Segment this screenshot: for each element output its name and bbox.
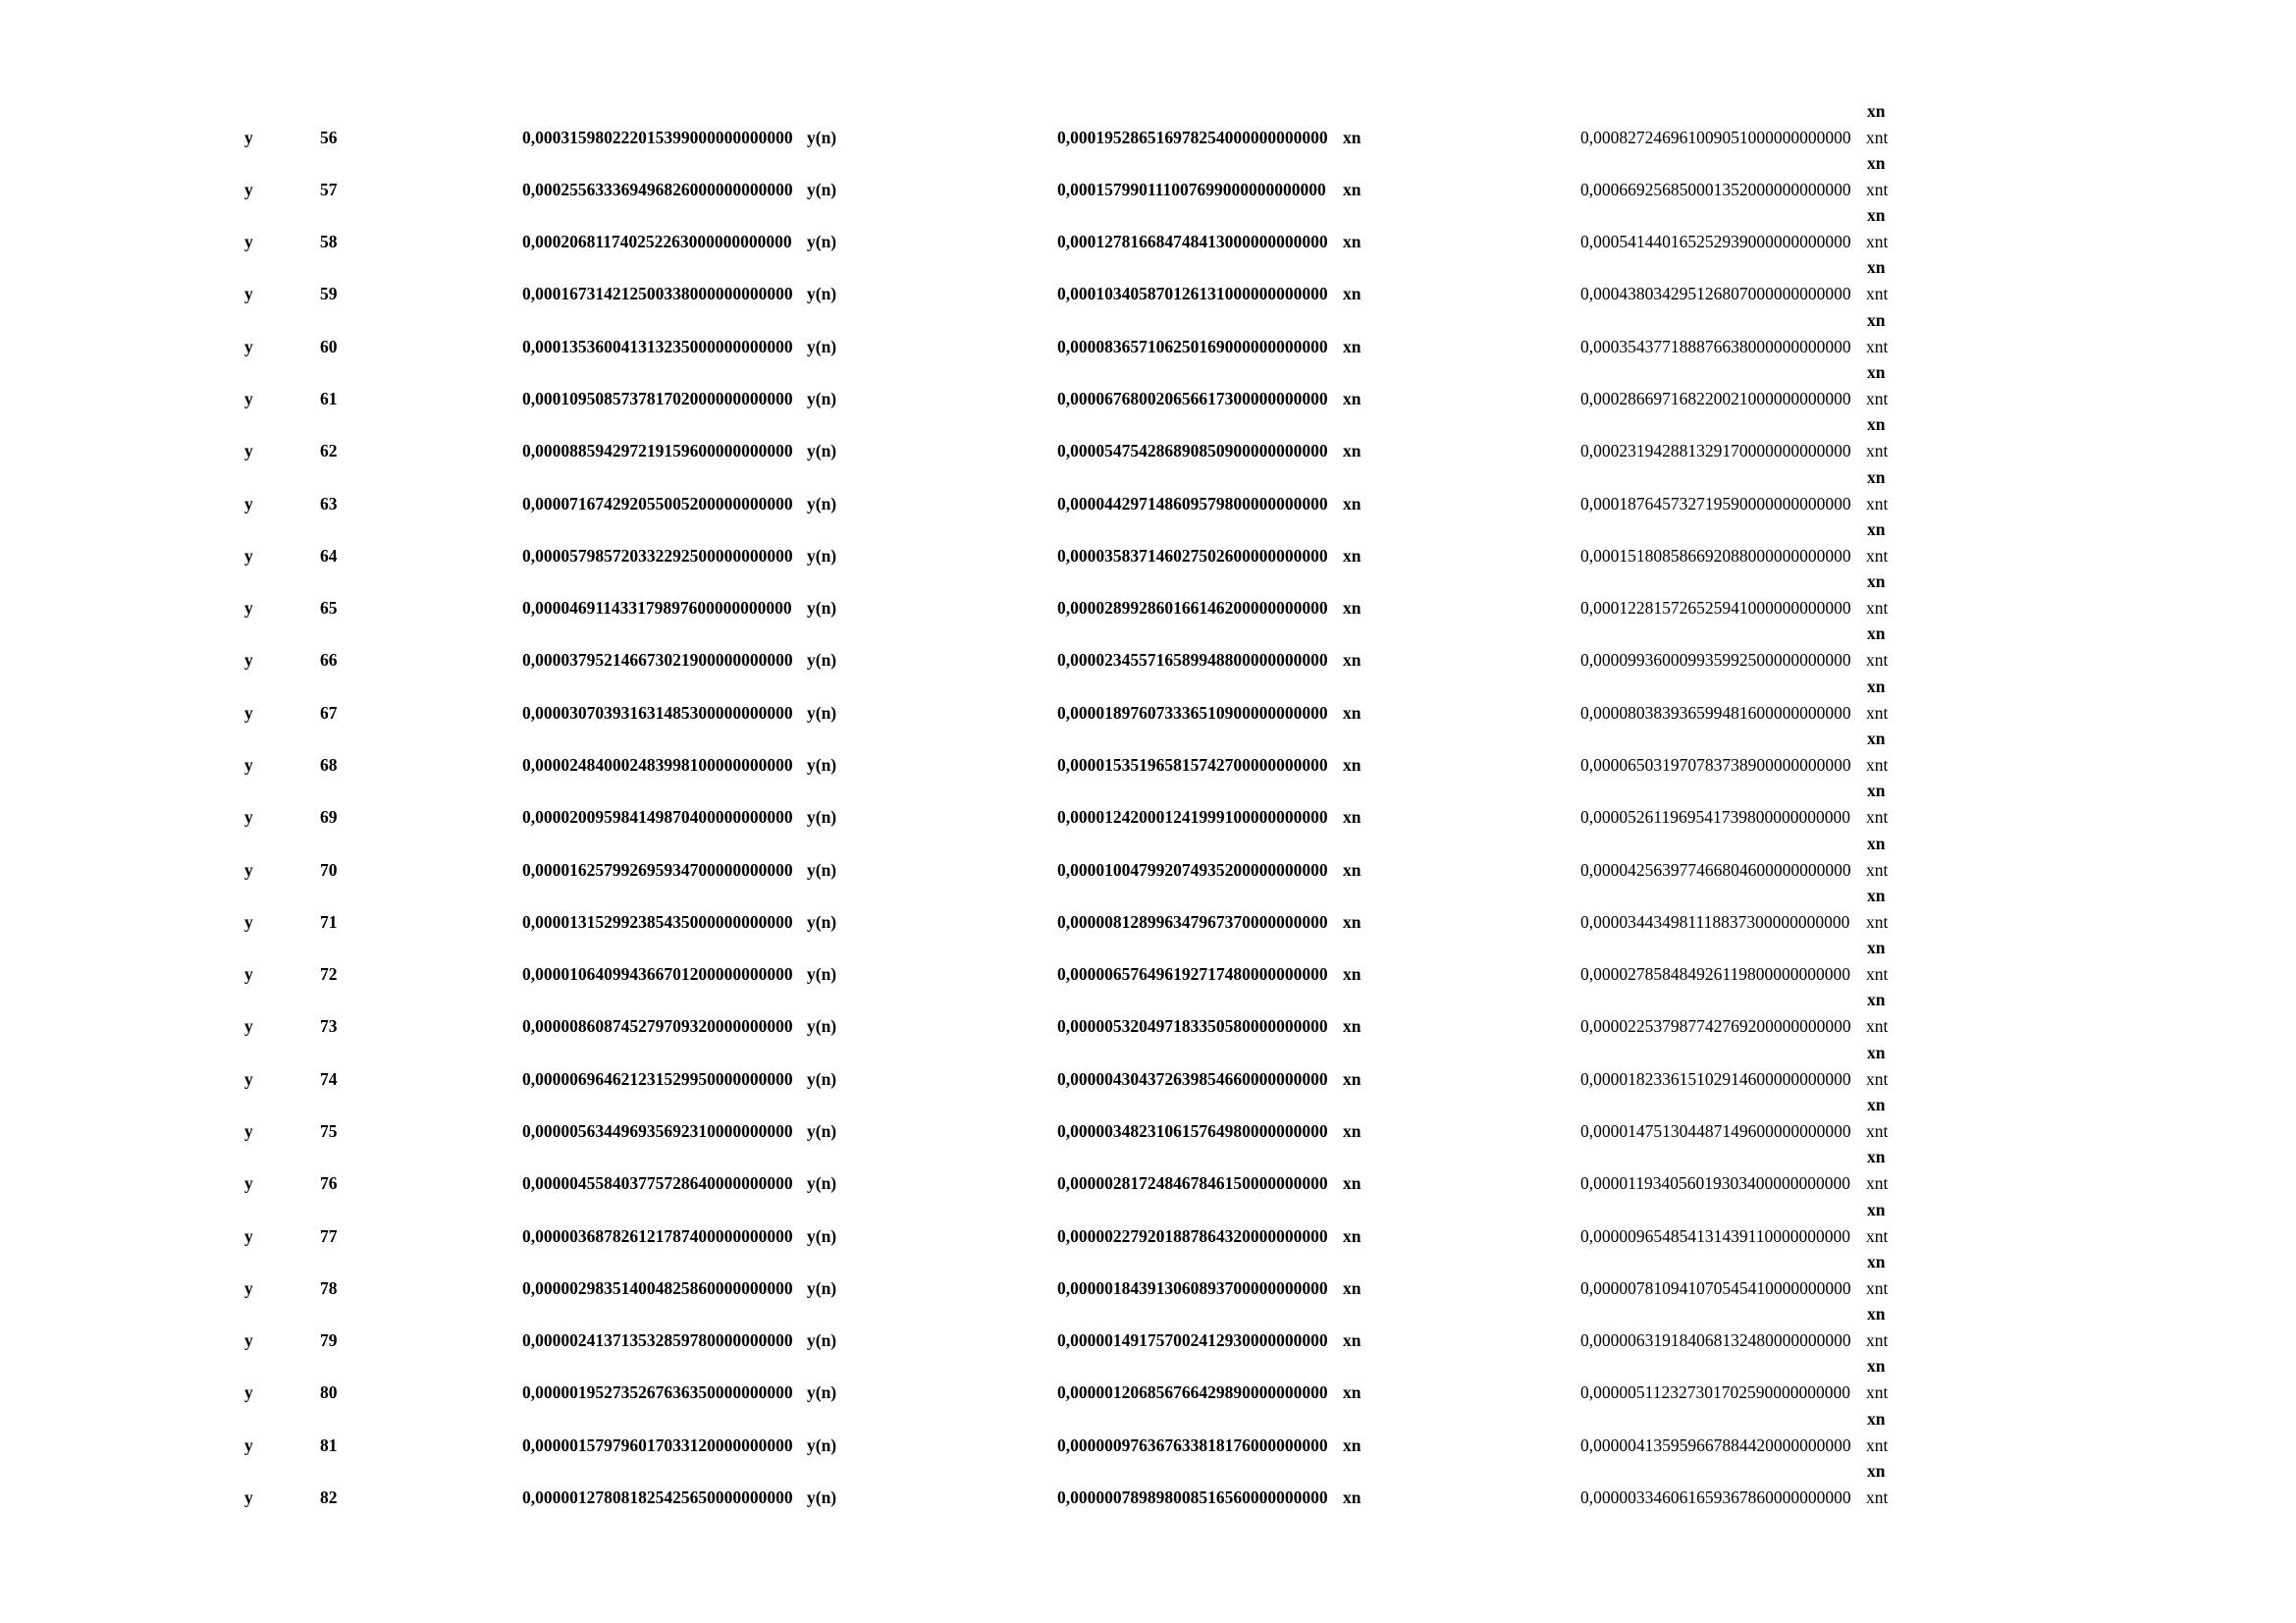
y-unit: y(n)	[807, 1068, 837, 1089]
xnt-value: 0,000354377188876638000000000000	[1580, 336, 1851, 356]
xnt-header: xn	[1867, 885, 1886, 905]
xn-value: 0,000157990111007699000000000000	[1057, 179, 1326, 199]
xnt-header: xn	[1867, 990, 1886, 1010]
y-value: 0,000057985720332292500000000000	[522, 545, 793, 566]
xnt-value: 0,000004135959667884420000000000	[1580, 1434, 1851, 1455]
row-label: y	[244, 1382, 253, 1403]
xnt-value: 0,000065031970783738900000000000	[1580, 754, 1851, 775]
xn-value: 0,000001491757002412930000000000	[1057, 1330, 1328, 1351]
row-index: 69	[320, 807, 338, 828]
y-value: 0,000315980222015399000000000000	[522, 127, 793, 147]
xnt-header: xn	[1867, 1199, 1886, 1219]
row-label: y	[244, 1488, 253, 1508]
xnt-value: 0,000151808586692088000000000000	[1580, 545, 1851, 566]
xnt-header: xn	[1867, 781, 1886, 801]
xn-unit: xn	[1343, 754, 1362, 775]
row-label: y	[244, 127, 253, 147]
xn-unit: xn	[1343, 545, 1362, 566]
y-value: 0,000135360041313235000000000000	[522, 336, 793, 356]
row-index: 65	[320, 598, 338, 619]
xnt-header: xn	[1867, 1042, 1886, 1062]
xn-value: 0,000006576496192717480000000000	[1057, 964, 1328, 985]
y-value: 0,000008608745279709320000000000	[522, 1016, 793, 1037]
row-index: 59	[320, 284, 338, 304]
xnt-header: xn	[1867, 676, 1886, 696]
xnt-header: xn	[1867, 1408, 1886, 1429]
xn-unit: xn	[1343, 179, 1362, 199]
xnt-unit: xnt	[1866, 1068, 1889, 1089]
xnt-unit: xnt	[1866, 441, 1889, 461]
y-unit: y(n)	[807, 336, 837, 356]
xn-value: 0,000010047992074935200000000000	[1057, 859, 1328, 880]
y-unit: y(n)	[807, 388, 837, 408]
y-value: 0,000001579796017033120000000000	[522, 1434, 793, 1455]
xnt-unit: xnt	[1866, 598, 1889, 619]
row-index: 61	[320, 388, 338, 408]
xnt-header: xn	[1867, 309, 1886, 330]
xnt-header: xn	[1867, 518, 1886, 539]
xn-value: 0,000002817248467846150000000000	[1057, 1173, 1328, 1194]
xn-unit: xn	[1343, 807, 1362, 828]
row-label: y	[244, 1173, 253, 1194]
xnt-value: 0,000438034295126807000000000000	[1580, 284, 1851, 304]
xn-value: 0,000127816684748413000000000000	[1057, 232, 1328, 252]
xnt-header: xn	[1867, 571, 1886, 592]
y-value: 0,000010640994366701200000000000	[522, 964, 793, 985]
xn-unit: xn	[1343, 1016, 1362, 1037]
xn-value: 0,000005320497183350580000000000	[1057, 1016, 1328, 1037]
xnt-unit: xnt	[1866, 388, 1889, 408]
y-unit: y(n)	[807, 911, 837, 932]
row-index: 56	[320, 127, 338, 147]
xnt-unit: xnt	[1866, 702, 1889, 723]
row-index: 64	[320, 545, 338, 566]
xnt-header: xn	[1867, 833, 1886, 853]
row-index: 73	[320, 1016, 338, 1037]
y-unit: y(n)	[807, 807, 837, 828]
row-index: 71	[320, 911, 338, 932]
y-unit: y(n)	[807, 545, 837, 566]
xnt-value: 0,000541440165252939000000000000	[1580, 232, 1851, 252]
xnt-value: 0,000080383936599481600000000000	[1580, 702, 1851, 723]
row-index: 60	[320, 336, 338, 356]
xn-value: 0,000195286516978254000000000000	[1057, 127, 1328, 147]
row-label: y	[244, 911, 253, 932]
xn-value: 0,000004304372639854660000000000	[1057, 1068, 1328, 1089]
xn-unit: xn	[1343, 1277, 1362, 1298]
row-label: y	[244, 1434, 253, 1455]
xn-unit: xn	[1343, 859, 1362, 880]
xnt-value: 0,000122815726525941000000000000	[1580, 598, 1851, 619]
xnt-unit: xnt	[1866, 754, 1889, 775]
row-label: y	[244, 702, 253, 723]
xn-unit: xn	[1343, 284, 1362, 304]
xnt-value: 0,000014751304487149600000000000	[1580, 1121, 1851, 1141]
xn-unit: xn	[1343, 1330, 1362, 1351]
row-label: y	[244, 754, 253, 775]
xnt-unit: xnt	[1866, 545, 1889, 566]
y-value: 0,000020095984149870400000000000	[522, 807, 793, 828]
row-index: 57	[320, 179, 338, 199]
y-unit: y(n)	[807, 1277, 837, 1298]
y-value: 0,000004558403775728640000000000	[522, 1173, 793, 1194]
row-label: y	[244, 1277, 253, 1298]
xnt-unit: xnt	[1866, 127, 1889, 147]
xnt-header: xn	[1867, 100, 1886, 121]
row-label: y	[244, 650, 253, 671]
xnt-value: 0,000042563977466804600000000000	[1580, 859, 1851, 880]
y-value: 0,000071674292055005200000000000	[522, 493, 793, 514]
xn-unit: xn	[1343, 336, 1362, 356]
row-label: y	[244, 1225, 253, 1246]
xnt-header: xn	[1867, 728, 1886, 748]
xnt-value: 0,000007810941070545410000000000	[1580, 1277, 1851, 1298]
row-label: y	[244, 493, 253, 514]
y-value: 0,000002983514004825860000000000	[522, 1277, 793, 1298]
xn-value: 0,000000789898008516560000000000	[1057, 1488, 1328, 1508]
row-index: 72	[320, 964, 338, 985]
xn-value: 0,000015351965815742700000000000	[1057, 754, 1328, 775]
y-unit: y(n)	[807, 650, 837, 671]
row-index: 75	[320, 1121, 338, 1141]
xnt-unit: xnt	[1866, 807, 1889, 828]
row-label: y	[244, 598, 253, 619]
xnt-value: 0,000231942881329170000000000000	[1580, 441, 1851, 461]
row-index: 66	[320, 650, 338, 671]
xnt-value: 0,000011934056019303400000000000	[1580, 1173, 1850, 1194]
row-index: 62	[320, 441, 338, 461]
xnt-unit: xnt	[1866, 284, 1889, 304]
row-label: y	[244, 179, 253, 199]
xn-unit: xn	[1343, 598, 1362, 619]
y-value: 0,000046911433179897600000000000	[522, 598, 792, 619]
xn-unit: xn	[1343, 911, 1362, 932]
y-unit: y(n)	[807, 598, 837, 619]
xnt-header: xn	[1867, 152, 1886, 173]
y-unit: y(n)	[807, 1382, 837, 1403]
xnt-header: xn	[1867, 361, 1886, 382]
xnt-unit: xnt	[1866, 1277, 1889, 1298]
y-unit: y(n)	[807, 702, 837, 723]
xn-unit: xn	[1343, 1068, 1362, 1089]
row-label: y	[244, 1121, 253, 1141]
y-unit: y(n)	[807, 493, 837, 514]
row-label: y	[244, 284, 253, 304]
xnt-header: xn	[1867, 257, 1886, 278]
xnt-unit: xnt	[1866, 179, 1889, 199]
xn-value: 0,000028992860166146200000000000	[1057, 598, 1328, 619]
xn-value: 0,000054754286890850900000000000	[1057, 441, 1328, 461]
xnt-unit: xnt	[1866, 1173, 1889, 1194]
xn-unit: xn	[1343, 232, 1362, 252]
xn-unit: xn	[1343, 650, 1362, 671]
y-value: 0,000024840002483998100000000000	[522, 754, 793, 775]
y-unit: y(n)	[807, 754, 837, 775]
xnt-unit: xnt	[1866, 911, 1889, 932]
xnt-value: 0,000034434981118837300000000000	[1580, 911, 1850, 932]
row-index: 77	[320, 1225, 338, 1246]
y-value: 0,000255633369496826000000000000	[522, 179, 793, 199]
y-value: 0,000001278081825425650000000000	[522, 1488, 793, 1508]
xnt-unit: xnt	[1866, 1016, 1889, 1037]
row-index: 67	[320, 702, 338, 723]
xn-value: 0,000035837146027502600000000000	[1057, 545, 1328, 566]
xn-unit: xn	[1343, 1382, 1362, 1403]
xnt-value: 0,000187645732719590000000000000	[1580, 493, 1851, 514]
row-index: 70	[320, 859, 338, 880]
xnt-unit: xnt	[1866, 1488, 1889, 1508]
xnt-unit: xnt	[1866, 859, 1889, 880]
row-label: y	[244, 859, 253, 880]
y-unit: y(n)	[807, 179, 837, 199]
y-unit: y(n)	[807, 284, 837, 304]
row-index: 78	[320, 1277, 338, 1298]
xnt-header: xn	[1867, 623, 1886, 644]
xnt-unit: xnt	[1866, 1121, 1889, 1141]
y-value: 0,000109508573781702000000000000	[522, 388, 793, 408]
y-unit: y(n)	[807, 859, 837, 880]
row-label: y	[244, 232, 253, 252]
row-label: y	[244, 1330, 253, 1351]
xnt-value: 0,000005112327301702590000000000	[1580, 1382, 1850, 1403]
xnt-value: 0,000827246961009051000000000000	[1580, 127, 1851, 147]
y-unit: y(n)	[807, 1121, 837, 1141]
xn-unit: xn	[1343, 441, 1362, 461]
xnt-unit: xnt	[1866, 336, 1889, 356]
y-value: 0,000088594297219159600000000000	[522, 441, 793, 461]
xn-unit: xn	[1343, 1173, 1362, 1194]
y-value: 0,000006964621231529950000000000	[522, 1068, 793, 1089]
xnt-unit: xnt	[1866, 1225, 1889, 1246]
row-index: 68	[320, 754, 338, 775]
y-value: 0,000001952735267636350000000000	[522, 1382, 793, 1403]
y-unit: y(n)	[807, 1434, 837, 1455]
xnt-unit: xnt	[1866, 964, 1889, 985]
y-unit: y(n)	[807, 127, 837, 147]
xnt-unit: xnt	[1866, 232, 1889, 252]
xnt-header: xn	[1867, 1251, 1886, 1271]
y-unit: y(n)	[807, 1173, 837, 1194]
xnt-header: xn	[1867, 1461, 1886, 1482]
xn-value: 0,000000976367633818176000000000	[1057, 1434, 1328, 1455]
xn-unit: xn	[1343, 1121, 1362, 1141]
xn-value: 0,000018976073336510900000000000	[1057, 702, 1328, 723]
y-unit: y(n)	[807, 1225, 837, 1246]
xnt-unit: xnt	[1866, 1330, 1889, 1351]
row-index: 80	[320, 1382, 338, 1403]
xnt-unit: xnt	[1866, 650, 1889, 671]
xnt-value: 0,000052611969541739800000000000	[1580, 807, 1850, 828]
y-unit: y(n)	[807, 1016, 837, 1037]
row-index: 82	[320, 1488, 338, 1508]
xnt-header: xn	[1867, 466, 1886, 487]
xnt-header: xn	[1867, 938, 1886, 958]
xnt-value: 0,000009654854131439110000000000	[1580, 1225, 1850, 1246]
xnt-value: 0,000027858484926119800000000000	[1580, 964, 1850, 985]
y-unit: y(n)	[807, 1488, 837, 1508]
xnt-value: 0,000669256850001352000000000000	[1580, 179, 1851, 199]
y-value: 0,000030703931631485300000000000	[522, 702, 793, 723]
xnt-value: 0,000018233615102914600000000000	[1580, 1068, 1851, 1089]
y-value: 0,000013152992385435000000000000	[522, 911, 793, 932]
xnt-header: xn	[1867, 1095, 1886, 1114]
xn-value: 0,000002279201887864320000000000	[1057, 1225, 1328, 1246]
xnt-unit: xnt	[1866, 1382, 1889, 1403]
xnt-value: 0,000006319184068132480000000000	[1580, 1330, 1851, 1351]
row-label: y	[244, 388, 253, 408]
row-label: y	[244, 441, 253, 461]
row-label: y	[244, 1016, 253, 1037]
xnt-unit: xnt	[1866, 493, 1889, 514]
y-unit: y(n)	[807, 441, 837, 461]
y-value: 0,000002413713532859780000000000	[522, 1330, 793, 1351]
xn-unit: xn	[1343, 388, 1362, 408]
row-index: 74	[320, 1068, 338, 1089]
y-unit: y(n)	[807, 964, 837, 985]
row-index: 58	[320, 232, 338, 252]
row-label: y	[244, 807, 253, 828]
xn-value: 0,000012420001241999100000000000	[1057, 807, 1328, 828]
row-index: 79	[320, 1330, 338, 1351]
row-index: 76	[320, 1173, 338, 1194]
xn-unit: xn	[1343, 702, 1362, 723]
xn-unit: xn	[1343, 1225, 1362, 1246]
xnt-header: xn	[1867, 1356, 1886, 1377]
xnt-value: 0,000099360009935992500000000000	[1580, 650, 1851, 671]
xnt-value: 0,000286697168220021000000000000	[1580, 388, 1851, 408]
row-label: y	[244, 336, 253, 356]
xnt-header: xn	[1867, 1147, 1886, 1167]
y-value: 0,000016257992695934700000000000	[522, 859, 793, 880]
xn-unit: xn	[1343, 127, 1362, 147]
xnt-header: xn	[1867, 414, 1886, 435]
xn-unit: xn	[1343, 1434, 1362, 1455]
xn-value: 0,000001206856766429890000000000	[1057, 1382, 1328, 1403]
xnt-header: xn	[1867, 1304, 1886, 1325]
y-value: 0,000167314212500338000000000000	[522, 284, 793, 304]
row-label: y	[244, 545, 253, 566]
xn-value: 0,000001843913060893700000000000	[1057, 1277, 1328, 1298]
xn-value: 0,000023455716589948800000000000	[1057, 650, 1328, 671]
xn-value: 0,000003482310615764980000000000	[1057, 1121, 1328, 1141]
xn-unit: xn	[1343, 493, 1362, 514]
row-index: 81	[320, 1434, 338, 1455]
xnt-value: 0,000003346061659367860000000000	[1580, 1488, 1851, 1508]
y-unit: y(n)	[807, 232, 837, 252]
y-value: 0,000005634496935692310000000000	[522, 1121, 793, 1141]
y-value: 0,000003687826121787400000000000	[522, 1225, 793, 1246]
xn-value: 0,000083657106250169000000000000	[1057, 336, 1328, 356]
xnt-value: 0,000022537987742769200000000000	[1580, 1016, 1851, 1037]
xn-value: 0,000044297148609579800000000000	[1057, 493, 1328, 514]
xn-value: 0,000103405870126131000000000000	[1057, 284, 1328, 304]
xn-value: 0,000008128996347967370000000000	[1057, 911, 1328, 932]
xn-unit: xn	[1343, 964, 1362, 985]
row-index: 63	[320, 493, 338, 514]
row-label: y	[244, 1068, 253, 1089]
xn-value: 0,000067680020656617300000000000	[1057, 388, 1328, 408]
y-unit: y(n)	[807, 1330, 837, 1351]
y-value: 0,000206811740252263000000000000	[522, 232, 792, 252]
xn-unit: xn	[1343, 1488, 1362, 1508]
y-value: 0,000037952146673021900000000000	[522, 650, 793, 671]
xnt-header: xn	[1867, 205, 1886, 226]
row-label: y	[244, 964, 253, 985]
xnt-unit: xnt	[1866, 1434, 1889, 1455]
